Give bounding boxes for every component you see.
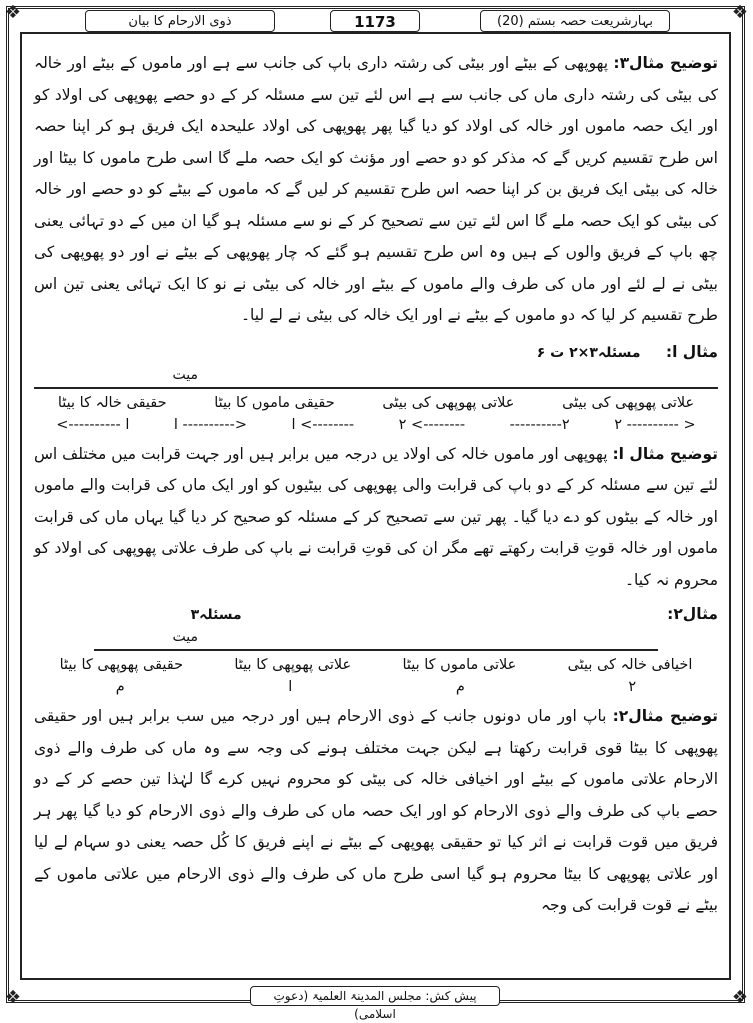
mayyit-label: میت [172,629,198,645]
paragraph-explanation-1 [34,439,718,597]
share-item: ۲ <-------- [398,416,466,433]
corner-ornament-icon: ❖ [4,987,22,1008]
header-chapter-title: ذوی الارحام کا بیان [85,10,275,32]
heir-item: علاتی ماموں کا بیٹا [402,657,517,673]
corner-ornament-icon: ❖ [731,987,749,1008]
page-content [34,48,718,922]
corner-ornament-icon: ❖ [731,2,749,23]
heir-item: علاتی پھوپھی کی بیٹی [382,394,515,411]
heir-item: حقیقی ماموں کا بیٹا [214,394,335,411]
paragraph-label: توضیح مثال۳: [613,54,718,72]
corner-ornament-icon: ❖ [4,2,22,23]
shares-row [34,679,718,695]
heir-item: اخیافی خالہ کی بیٹی [567,657,693,673]
share-item: ا ----------> [173,416,247,433]
example-title: مثال۲: [667,605,718,623]
share-item: ۲ ---------- > [614,416,696,433]
paragraph-label: توضیح مثال۲: [612,707,718,725]
paragraph-text: پھوپھی اور ماموں خالہ کی اولاد یں درجہ میں برابر ہیں اور جہت قرابت میں مختلف اس لئے تین سے مسئلہ کر کے دو باپ کی قرابت والی پھوپھی کی بیٹیوں کو اور ایک ماں کی قرابت والے ماموں اور خالہ کے بیٹوں کو دے دیا گیا۔ پھر تین سے تصحیح کر کے مسئلہ کو صحیح کر دیا گیا یہاں ماں کی قرابت ماموں اور خالہ قوتِ قرابت رکھتے تھے مگر ان کی قوتِ قرابت نے باپ کی طرف علاتی پھوپھی کی اولاد کو محروم نہ کیا۔ [34,444,718,589]
heir-item: حقیقی خالہ کا بیٹا [57,394,167,411]
example-1 [34,338,718,433]
masala-label: مسئلہ۳ [190,607,242,623]
share-item: <---------- ا [56,416,130,433]
share-item: ----------۲ [509,416,570,433]
mayyit-label: میت [172,366,198,383]
share-item: ا [288,679,293,695]
paragraph-label: توضیح مثال ا: [612,444,719,463]
share-item: م [115,679,125,695]
paragraph-explanation-3 [34,48,718,332]
share-item: ۲ [628,679,637,695]
divider-line [34,387,718,389]
paragraph-text: پھوپھی کے بیٹے اور بیٹی کی رشتہ داری باپ کی جانب سے ہے اور ماموں کے بیٹے اور خالہ کی بیٹی کی رشتہ داری ماں کی جانب سے ہے اس لئے تین سے مسئلہ کر کے دو حصے پھوپھی کی اولاد کو اور ایک حصہ ماموں اور خالہ کی اولاد کو دیا گیا پھر پھوپھی کی اولاد علیحدہ ایک فریق ہو کر اپنا حصہ اس طرح تقسیم کریں گے کہ مذکر کو دو حصے اور مؤنث کو ایک حصہ ملے گا اسی طرح ماموں کا بیٹا اور خالہ کی بیٹی ایک فریق بن کر اپنا حصہ اس طرح تقسیم کر لیں گے کہ ماموں کے بیٹے کو دو حصے اور خالہ کی بیٹی کو ایک حصہ ملے گا اس لئے تین سے تصحیح کر کے نو سے مسئلہ ہو گیا ان میں کے دو تہائی یعنی چھ باپ کے فریق والوں کے ہیں وہ اس طرح تقسیم ہو گئے کہ چار پھوپھی کے بیٹے نے اور دو پھوپھی کی بیٹی نے لے لئے اور ماں کی طرف والے ماموں کے بیٹے اور خالہ کی بیٹی نے نو کا ایک تہائی یعنی تین اس طرح تقسیم کر لیا کہ دو ماموں کے بیٹے نے اور ایک خالہ کی بیٹی نے لے لیا۔ [34,54,718,324]
page-number: 1173 [330,10,420,32]
example-title: مثال ا: [665,342,718,361]
heirs-row [34,395,718,411]
share-item: م [455,679,465,695]
divider-line [94,649,658,651]
header-book-title: بہارشریعت حصہ بستم (20) [480,10,670,32]
example-2 [34,600,718,695]
shares-row [34,417,718,433]
footer-publisher: پیش کش: مجلس المدینۃ العلمیۃ (دعوتِ اسلامی) [250,986,500,1006]
heir-item: علاتی پھوپھی کا بیٹا [234,657,352,673]
share-item: ا <-------- [291,416,355,433]
heir-item: علاتی پھوپھی کی بیٹی [562,394,695,411]
paragraph-explanation-2 [34,701,718,922]
heirs-row [34,657,718,673]
heir-item: حقیقی پھوپھی کا بیٹا [59,657,184,673]
paragraph-text: باپ اور ماں دونوں جانب کے ذوی الارحام ہیں اور درجہ میں سب برابر ہیں اور حقیقی پھوپھی کا بیٹا قوی قرابت رکھتا ہے لیکن جہت مختلف ہونے کی وجہ سے وہ ماں کی طرف والے ذوی الارحام علاتی ماموں کے بیٹے اور اخیافی خالہ کی بیٹی کو محروم نہیں کرے گا لہٰذا تین حصے کر کے دو حصے باپ کی طرف والے ذوی الارحام کو اور ایک حصہ ماں کی طرف والے ذوی الارحام کو دیا گیا پھر ہر فریق میں قوت قرابت نے اثر کیا تو حقیقی پھوپھی کے بیٹے نے اپنے فریق کا کُل حصہ یعنی دو سہام لے لیا اور علاتی پھوپھی کا بیٹا محروم ہو گیا اسی طرح ماں کی طرف والے ذوی الارحام میں علاتی ماموں کے بیٹے نے قوت قرابت کی وجہ [34,707,718,914]
masala-label: مسئلہ۳×۲ ت ۶ [536,344,641,361]
